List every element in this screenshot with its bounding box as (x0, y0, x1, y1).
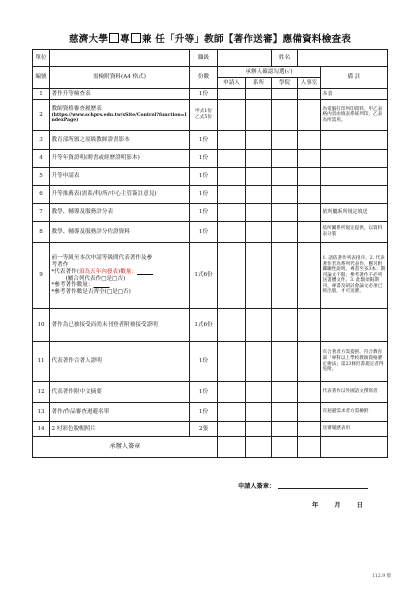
copies-form-b: 乙式5份 (195, 115, 212, 120)
ref-count-field[interactable] (93, 282, 109, 288)
row-copies: 1份 (190, 186, 218, 204)
check-applicant[interactable] (218, 150, 246, 168)
check-applicant[interactable] (218, 403, 246, 422)
check-dept[interactable] (246, 422, 272, 437)
table-row (33, 100, 388, 131)
row-item: 升等推薦表(需系/科/所/中心主管簽註意見) (50, 186, 190, 204)
row-copies: 1份 (190, 382, 218, 403)
title-parttime: 兼 (141, 34, 152, 45)
checkbox-parttime[interactable] (131, 33, 141, 43)
row-no: 7 (33, 204, 50, 222)
table-row (33, 309, 388, 342)
check-applicant[interactable] (218, 131, 246, 150)
check-college[interactable] (272, 382, 298, 403)
row-item: 著作為已被接受而尚未刊登者附被接受證明 (50, 309, 190, 342)
check-hr[interactable] (298, 100, 321, 131)
row-no: 2 (33, 100, 50, 131)
row-copies: 1份 (190, 150, 218, 168)
check-applicant[interactable] (218, 382, 246, 403)
copies-form-a: 甲式1份 (195, 109, 212, 115)
check-college[interactable] (272, 204, 298, 222)
col-applicant: 申請人 (218, 78, 246, 89)
signature-row (33, 437, 388, 458)
date-line (312, 500, 363, 509)
check-dept[interactable] (246, 243, 272, 309)
row-item-text: 教師資格審查履歷表 (51, 106, 102, 112)
row-no: 5 (33, 168, 50, 186)
check-applicant[interactable] (218, 222, 246, 243)
check-hr[interactable] (298, 186, 321, 204)
row-copies: 1式6份 (190, 309, 218, 342)
rep-label-text: *代表著作 (51, 268, 77, 275)
title-rest: 任「升等」教師【著作送審】應備資料檢查表 (155, 34, 352, 45)
table-row (33, 204, 388, 222)
check-applicant[interactable] (218, 422, 246, 437)
check-college[interactable] (272, 89, 298, 100)
check-college[interactable] (272, 186, 298, 204)
position-field[interactable] (218, 50, 272, 67)
check-dept[interactable] (246, 186, 272, 204)
check-hr[interactable] (298, 131, 321, 150)
col-item: 需檢附資料(A4 格式) (50, 67, 190, 89)
checklist-table (32, 49, 388, 458)
check-college[interactable] (272, 222, 298, 243)
ref-count-label: *參考著作數量： (51, 282, 94, 289)
col-confirm: 承辦人確認勾選(✓) (218, 67, 321, 78)
row-item (50, 100, 190, 131)
date-year: 年 (312, 502, 319, 509)
sign-dept[interactable] (246, 437, 272, 458)
checkbox-fulltime[interactable] (109, 33, 119, 43)
item-line: (屬合列代表作□是□否) (65, 275, 126, 282)
check-dept[interactable] (246, 382, 272, 403)
row-copies: 1式6份 (190, 243, 218, 309)
row-no: 9 (33, 243, 50, 309)
check-college[interactable] (272, 309, 298, 342)
staff-signature-label: 承辦人簽章 (33, 437, 218, 458)
col-remarks: 備 註 (321, 67, 388, 89)
check-hr[interactable] (298, 422, 321, 437)
col-college: 學院 (272, 78, 298, 89)
title-fulltime: 專 (120, 34, 130, 45)
row-remark: 有合著者方需提供，符合教育部「專科以上學校教師資格審定辦法」第23條但書規定者得免附。 (321, 342, 388, 382)
row-no: 4 (33, 150, 50, 168)
check-hr[interactable] (298, 222, 321, 243)
row-item: 教育部所頒之原級教師證書影本 (50, 131, 190, 150)
check-college[interactable] (272, 422, 298, 437)
table-row (33, 186, 388, 204)
date-day: 日 (356, 502, 363, 509)
row-remark (321, 309, 388, 342)
applicant-signature-label: 申請人簽章： (238, 483, 276, 490)
check-dept[interactable] (246, 403, 272, 422)
row-no: 14 (33, 422, 50, 437)
name-field[interactable] (298, 50, 388, 67)
row-remark: 依所屬系所規定提供，以資料表分裝 (321, 222, 388, 243)
check-applicant[interactable] (218, 186, 246, 204)
table-row (33, 342, 388, 382)
sign-hr[interactable] (298, 437, 321, 458)
row-no: 11 (33, 342, 50, 382)
row-item: 代表著作附中文摘要 (50, 382, 190, 403)
row-item: 升等申請表 (50, 168, 190, 186)
row-copies: 1份 (190, 403, 218, 422)
col-no: 編號 (33, 67, 50, 89)
row-copies: 1份 (190, 342, 218, 382)
row-no: 6 (33, 186, 50, 204)
sign-applicant[interactable] (218, 437, 246, 458)
table-row (33, 168, 388, 186)
row-remark: 為電腦打印列印資料，甲乙表格內容由填表系統列印，乙表為所需用。 (321, 100, 388, 131)
check-hr[interactable] (298, 204, 321, 222)
row-no: 13 (33, 403, 50, 422)
rep-count-label (52, 269, 138, 275)
item-line: 前一等級至本次申請等級間代表著作及參 (51, 255, 153, 262)
row-copies: 1份 (190, 222, 218, 243)
table-row (33, 222, 388, 243)
check-applicant[interactable] (218, 168, 246, 186)
row-item: 著作/作品審查迴避名單 (50, 403, 190, 422)
row-copies: 1份 (190, 168, 218, 186)
col-copies: 份數 (190, 67, 218, 89)
row-item: 升等年資證明(聘書或經歷證明影本) (50, 150, 190, 168)
row-copies: 1份 (190, 204, 218, 222)
row-no: 10 (33, 309, 50, 342)
form-title (0, 31, 420, 45)
check-college[interactable] (272, 150, 298, 168)
col-dept: 系所 (246, 78, 272, 89)
check-dept[interactable] (246, 89, 272, 100)
row-item: 著作升等檢查表 (50, 89, 190, 100)
check-dept[interactable] (246, 100, 272, 131)
version-label: 112.9 版 (372, 574, 392, 579)
position-label: 職級 (190, 50, 218, 67)
row-no: 8 (33, 222, 50, 243)
sign-remarks (321, 437, 388, 458)
row-remark (321, 131, 388, 150)
check-hr[interactable] (298, 382, 321, 403)
check-hr[interactable] (298, 168, 321, 186)
item-line: 考著作 (51, 261, 69, 268)
row-remark: 本表 (321, 89, 388, 100)
header-row-1 (33, 67, 388, 78)
row-copies: 1份 (190, 89, 218, 100)
check-dept[interactable] (246, 309, 272, 342)
check-applicant[interactable] (218, 243, 246, 309)
check-dept[interactable] (246, 222, 272, 243)
applicant-signature-field[interactable] (278, 488, 368, 489)
item-line: *參考著作數是否齊全(□是□否) (51, 289, 131, 296)
check-hr[interactable] (298, 342, 321, 382)
check-hr[interactable] (298, 403, 321, 422)
applicant-signature (238, 481, 368, 490)
row-item: 教學、輔導及服務評分佐證資料 (50, 222, 190, 243)
check-applicant[interactable] (218, 89, 246, 100)
row-item-link[interactable]: (https://www.schprs.edu.tw/sSite/Control?function=IndexPage) (51, 112, 187, 124)
check-college[interactable] (272, 100, 298, 131)
check-college[interactable] (272, 168, 298, 186)
unit-label: 單位 (33, 50, 50, 67)
date-month: 月 (334, 502, 341, 509)
row-item: 教學、輔導及服務評分表 (50, 204, 190, 222)
row-item (50, 243, 190, 309)
table-row (33, 422, 388, 437)
table-row (33, 89, 388, 100)
name-label: 姓名 (272, 50, 298, 67)
unit-field[interactable] (50, 50, 190, 67)
check-college[interactable] (272, 131, 298, 150)
info-row (33, 50, 388, 67)
row-remark: 送審履歷表用 (321, 422, 388, 437)
row-no: 12 (33, 382, 50, 403)
check-hr[interactable] (298, 150, 321, 168)
row-remark: 依所屬系所規定填送 (321, 204, 388, 222)
table-row (33, 131, 388, 150)
row-remark: 代表著作以外國語文撰寫者 (321, 382, 388, 403)
row-remark: 1. 請依著作列表排序。2. 代表著作若為系列代表作，應另附關聯性說明。專書至多3本；期刊論文不限；參考著作不必列送書體文件。3. 此類須限期刊、專書及研討會論文必須已經出版，才可送審。 (321, 243, 388, 309)
table-row (33, 150, 388, 168)
row-no: 3 (33, 131, 50, 150)
table-row (33, 382, 388, 403)
check-college[interactable] (272, 243, 298, 309)
check-applicant[interactable] (218, 342, 246, 382)
check-dept[interactable] (246, 342, 272, 382)
row-copies (190, 100, 218, 131)
row-item: 代表著作合著人證明 (50, 342, 190, 382)
check-dept[interactable] (246, 131, 272, 150)
sign-college[interactable] (272, 437, 298, 458)
row-remark (321, 186, 388, 204)
row-item: 2 吋彩色脫帽照片 (50, 422, 190, 437)
row-remark (321, 168, 388, 186)
table-row (33, 403, 388, 422)
row-no: 1 (33, 89, 50, 100)
table-row (33, 243, 388, 309)
row-copies: 2張 (190, 422, 218, 437)
check-college[interactable] (272, 342, 298, 382)
check-hr[interactable] (298, 89, 321, 100)
check-dept[interactable] (246, 150, 272, 168)
rep-count-field[interactable] (137, 269, 153, 275)
title-school: 慈濟大學 (68, 34, 109, 45)
row-copies: 1份 (190, 131, 218, 150)
rep-label-note: (須為五年內發表)數量： (76, 268, 137, 275)
check-applicant[interactable] (218, 204, 246, 222)
check-college[interactable] (272, 403, 298, 422)
check-dept[interactable] (246, 204, 272, 222)
check-hr[interactable] (298, 309, 321, 342)
check-applicant[interactable] (218, 100, 246, 131)
check-hr[interactable] (298, 243, 321, 309)
check-dept[interactable] (246, 168, 272, 186)
check-applicant[interactable] (218, 309, 246, 342)
item-line-rep (52, 269, 188, 276)
col-hr: 人事室 (298, 78, 321, 89)
row-remark: 有迴避需求者方需檢附 (321, 403, 388, 422)
row-remark (321, 150, 388, 168)
